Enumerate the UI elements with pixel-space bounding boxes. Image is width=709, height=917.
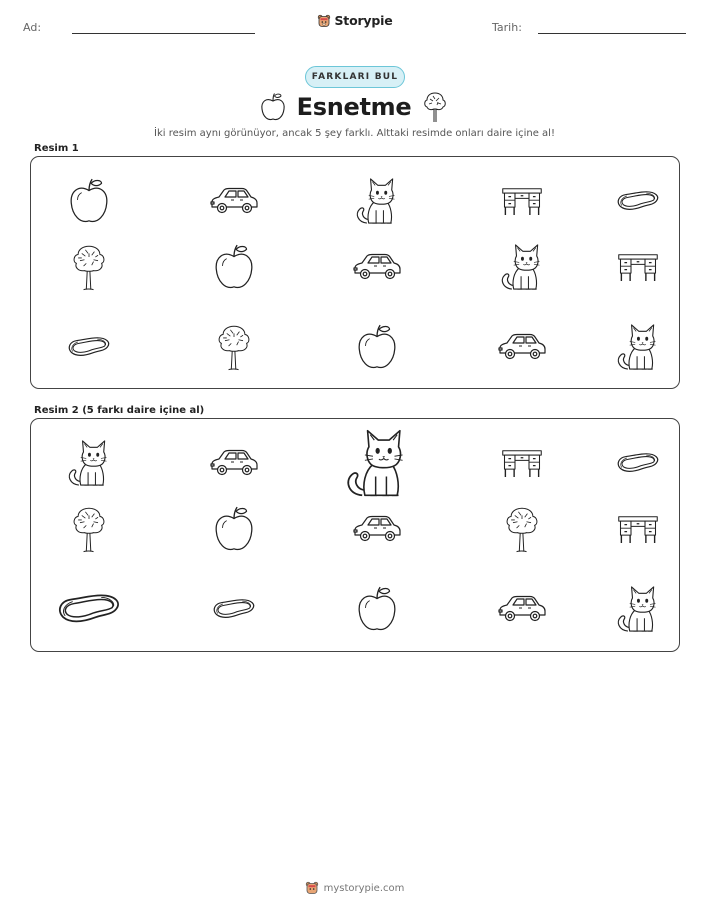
picture2-cell[interactable]: [44, 489, 134, 569]
page-title: Esnetme: [296, 93, 412, 121]
picture1-cell: [44, 227, 134, 307]
cat-icon: [354, 177, 400, 225]
cat-icon: [615, 323, 661, 371]
name-write-line: [72, 33, 255, 34]
rubber-band-icon: [615, 188, 661, 214]
picture1-cell: [189, 307, 279, 387]
picture1-label: Resim 1: [34, 143, 79, 154]
storypie-bear-icon: [305, 881, 319, 895]
apple-icon: [68, 177, 110, 225]
name-label: Ad:: [23, 21, 42, 34]
desk-icon: [617, 251, 659, 283]
tree-icon: [215, 323, 253, 371]
picture2-cell[interactable]: [593, 489, 683, 569]
picture2-cell[interactable]: [477, 569, 567, 649]
date-label: Tarih:: [492, 21, 522, 34]
car-icon: [209, 448, 259, 478]
rubber-band-icon: [55, 590, 123, 628]
apple-icon: [213, 243, 255, 291]
car-icon: [209, 186, 259, 216]
picture2-cell[interactable]: [332, 489, 422, 569]
tree-icon: [503, 505, 541, 553]
apple-icon: [356, 585, 398, 633]
picture2-cell[interactable]: [189, 569, 279, 649]
picture2-label: Resim 2 (5 farkı daire içine al): [34, 405, 205, 416]
car-icon: [497, 594, 547, 624]
brand-name: Storypie: [334, 13, 393, 28]
apple-icon: [213, 505, 255, 553]
picture2-panel[interactable]: [30, 418, 680, 652]
cat-icon: [499, 243, 545, 291]
apple-icon: [260, 92, 286, 122]
tree-icon: [70, 243, 108, 291]
rubber-band-icon: [66, 334, 112, 360]
tree-icon: [422, 91, 448, 123]
date-write-line: [538, 33, 686, 34]
worksheet-badge: FARKLARI BUL: [305, 66, 405, 88]
rubber-band-icon: [211, 596, 257, 622]
picture2-cell[interactable]: [189, 489, 279, 569]
picture1-cell: [332, 227, 422, 307]
picture1-cell: [477, 307, 567, 387]
desk-icon: [617, 513, 659, 545]
picture1-panel: [30, 156, 680, 389]
instruction-text: İki resim aynı görünüyor, ancak 5 şey farklı. Alttaki resimde onları daire içine al!: [154, 128, 555, 139]
picture1-cell: [189, 227, 279, 307]
footer: [0, 881, 709, 895]
title-row: [260, 90, 448, 124]
desk-icon: [501, 185, 543, 217]
picture2-cell[interactable]: [477, 489, 567, 569]
picture1-cell: [593, 227, 683, 307]
car-icon: [352, 514, 402, 544]
picture2-cell[interactable]: [593, 569, 683, 649]
cat-icon: [342, 428, 412, 498]
desk-icon: [501, 447, 543, 479]
apple-icon: [356, 323, 398, 371]
cat-icon: [615, 585, 661, 633]
storypie-bear-icon: [317, 14, 331, 28]
car-icon: [497, 332, 547, 362]
picture2-cell[interactable]: [44, 569, 134, 649]
footer-site: mystorypie.com: [323, 882, 405, 894]
picture1-cell: [593, 307, 683, 387]
picture1-cell: [44, 307, 134, 387]
brand-header: [0, 13, 709, 28]
tree-icon: [70, 505, 108, 553]
rubber-band-icon: [615, 450, 661, 476]
picture1-cell: [477, 227, 567, 307]
cat-icon: [66, 439, 112, 487]
car-icon: [352, 252, 402, 282]
picture2-cell[interactable]: [332, 569, 422, 649]
picture1-cell: [332, 307, 422, 387]
